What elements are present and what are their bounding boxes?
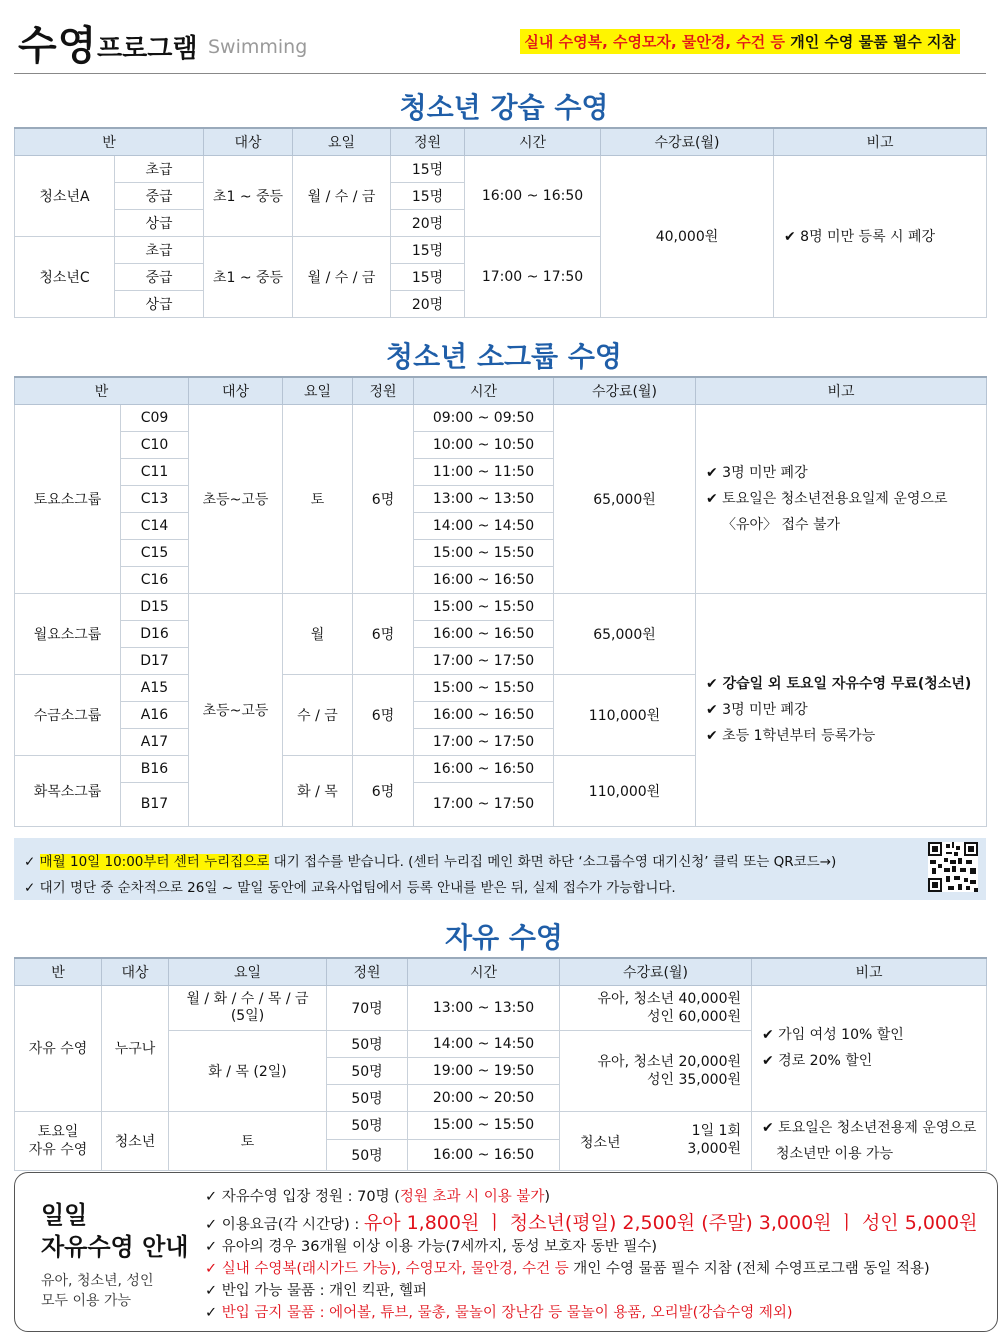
fee-detail — [687, 1122, 741, 1158]
waitlist-note — [14, 838, 986, 900]
time: 20:00 ~ 20:50 — [408, 1084, 560, 1111]
time: 10:00 ~ 10:50 — [414, 431, 554, 458]
time: 14:00 ~ 14:50 — [408, 1030, 560, 1057]
capacity: 15명 — [391, 155, 465, 182]
class-code: A17 — [121, 728, 189, 755]
daily-subtitle-line: 유아, 청소년, 성인 — [41, 1273, 154, 1289]
qr-code-graphic — [928, 842, 978, 892]
class-name: 자유 수영 — [15, 985, 102, 1111]
daily-line-fee — [205, 1208, 977, 1235]
daily-free-swim-box — [14, 1172, 998, 1332]
capacity: 50명 — [327, 1111, 408, 1139]
days: 수 / 금 — [283, 674, 353, 755]
col-days: 요일 — [169, 958, 327, 985]
note-line: ✔ 토요일은 청소년전용제 운영으로 — [762, 1119, 977, 1136]
capacity: 50명 — [327, 1030, 408, 1057]
fee: 40,000원 — [601, 155, 774, 317]
fee-line: 유아, 청소년 20,000원 — [597, 1053, 741, 1070]
class-name: 토요소그룹 — [15, 404, 121, 593]
fee-line: 유아, 청소년 40,000원 — [597, 990, 741, 1007]
col-days: 요일 — [293, 128, 391, 155]
time: 15:00 ~ 15:50 — [414, 593, 554, 620]
daily-subtitle-line: 모두 이용 가능 — [41, 1293, 132, 1309]
time: 17:00 ~ 17:50 — [414, 782, 554, 826]
class-name-line: 토요일 — [37, 1123, 79, 1140]
class-name: 월요소그룹 — [15, 593, 121, 674]
col-days: 요일 — [283, 377, 353, 404]
class-name: 수금소그룹 — [15, 674, 121, 755]
waitlist-text: 대기 접수를 받습니다. (센터 누리집 메인 화면 하단 ‘소그룹수영 대기신청’ 클릭 또는 QR코드→) — [269, 854, 837, 870]
time: 13:00 ~ 13:50 — [408, 985, 560, 1030]
time: 16:00 ~ 16:50 — [414, 566, 554, 593]
days-count: (5일) — [230, 1007, 265, 1024]
time: 14:00 ~ 14:50 — [414, 512, 554, 539]
capacity: 20명 — [391, 290, 465, 317]
note-line: ✔ 초등 1학년부터 등록가능 — [706, 727, 876, 744]
note — [752, 1111, 987, 1170]
time: 09:00 ~ 09:50 — [414, 404, 554, 431]
days: 월 / 수 / 금 — [293, 236, 391, 317]
class-code: C10 — [121, 431, 189, 458]
note — [696, 593, 987, 826]
col-fee: 수강료(월) — [554, 377, 696, 404]
class-code: C16 — [121, 566, 189, 593]
page-header — [0, 0, 1008, 80]
col-capacity: 정원 — [391, 128, 465, 155]
fee-line: 성인 35,000원 — [646, 1071, 741, 1088]
daily-title-line: 자유수영 안내 — [41, 1233, 189, 1261]
class-code: A15 — [121, 674, 189, 701]
page-title-english: Swimming — [208, 36, 308, 58]
fee-label: 청소년 — [580, 1134, 621, 1151]
time: 16:00 ~ 16:50 — [414, 620, 554, 647]
time: 15:00 ~ 15:50 — [408, 1111, 560, 1139]
col-note: 비고 — [696, 377, 987, 404]
free-swim-table — [14, 957, 987, 1171]
notice-rest: 개인 수영 물품 필수 지참 — [784, 33, 956, 51]
capacity: 50명 — [327, 1057, 408, 1084]
note-line: ✔ 강습일 외 토요일 자유수영 무료(청소년) — [706, 675, 972, 692]
lesson-section-title: 청소년 강습 수영 — [399, 91, 609, 124]
daily-title — [41, 1199, 188, 1263]
fee-line: 3,000원 — [687, 1140, 741, 1157]
note — [752, 985, 987, 1111]
capacity: 20명 — [391, 209, 465, 236]
days: 토 — [169, 1111, 327, 1170]
target: 초1 ~ 중등 — [204, 236, 293, 317]
time: 16:00 ~ 16:50 — [408, 1139, 560, 1170]
daily-line-items — [205, 1257, 930, 1278]
capacity: 6명 — [353, 404, 414, 593]
daily-line-infant: ✓ 유아의 경우 36개월 이상 이용 가능(7세까지, 동성 보호자 동반 필수) — [205, 1239, 658, 1255]
capacity: 15명 — [391, 236, 465, 263]
qr-code-icon[interactable] — [928, 842, 978, 892]
fee: 65,000원 — [554, 593, 696, 674]
col-fee: 수강료(월) — [601, 128, 774, 155]
fee-line: 성인 60,000원 — [646, 1008, 741, 1025]
time: 16:00 ~ 16:50 — [465, 155, 601, 236]
capacity: 15명 — [391, 263, 465, 290]
class-code: B16 — [121, 755, 189, 782]
line-text: ✓ — [205, 1305, 222, 1321]
header-divider — [14, 73, 986, 74]
target: 초등~고등 — [189, 593, 283, 826]
col-time: 시간 — [465, 128, 601, 155]
class-name — [15, 1111, 102, 1170]
note-line: ✔ 경로 20% 할인 — [762, 1053, 873, 1069]
col-note: 비고 — [774, 128, 987, 155]
class-code: D17 — [121, 647, 189, 674]
class-code: D16 — [121, 620, 189, 647]
col-target: 대상 — [204, 128, 293, 155]
capacity: 70명 — [327, 985, 408, 1030]
capacity: 6명 — [353, 593, 414, 674]
level: 초급 — [115, 236, 204, 263]
days: 토 — [283, 404, 353, 593]
class-code: A16 — [121, 701, 189, 728]
col-target: 대상 — [102, 958, 169, 985]
time: 17:00 ~ 17:50 — [414, 728, 554, 755]
fee: 65,000원 — [554, 404, 696, 593]
class-code: C09 — [121, 404, 189, 431]
waitlist-line-2: ✓ 대기 명단 중 순차적으로 26일 ~ 말일 동안에 교육사업팀에서 등록 안내를 받은 뒤, 실제 접수가 가능합니다. — [24, 880, 676, 896]
time: 17:00 ~ 17:50 — [414, 647, 554, 674]
fee — [560, 1030, 752, 1111]
capacity: 50명 — [327, 1084, 408, 1111]
class-code: D15 — [121, 593, 189, 620]
waitlist-highlight: 매월 10일 10:00부터 센터 누리집으로 — [39, 854, 270, 870]
note-line: 〈유아〉 접수 불가 — [722, 516, 841, 533]
fee-line: 1일 1회 — [691, 1122, 741, 1139]
time: 19:00 ~ 19:50 — [408, 1057, 560, 1084]
days: 월 / 수 / 금 — [293, 155, 391, 236]
daily-line-allowed: ✓ 반입 가능 물품 : 개인 킥판, 헬퍼 — [205, 1283, 427, 1299]
fee: 110,000원 — [554, 674, 696, 755]
daily-subtitle — [41, 1271, 153, 1311]
note-line: ✔ 3명 미만 폐강 — [706, 464, 808, 481]
note-line: 청소년만 이용 가능 — [776, 1145, 894, 1162]
time: 15:00 ~ 15:50 — [414, 539, 554, 566]
col-capacity: 정원 — [353, 377, 414, 404]
note — [696, 404, 987, 593]
col-class: 반 — [15, 128, 204, 155]
target: 청소년 — [102, 1111, 169, 1170]
required-items-notice — [520, 29, 960, 54]
days: 화 / 목 (2일) — [169, 1030, 327, 1111]
col-note: 비고 — [752, 958, 987, 985]
class-name: 청소년A — [15, 155, 115, 236]
page-title: 수영 — [18, 23, 98, 69]
days: 화 / 목 — [283, 755, 353, 826]
fee: 110,000원 — [554, 755, 696, 826]
line-text: 개인 수영 물품 필수 지참 (전체 수영프로그램 동일 적용) — [568, 1261, 930, 1277]
level: 상급 — [115, 290, 204, 317]
fee — [560, 985, 752, 1030]
time: 11:00 ~ 11:50 — [414, 458, 554, 485]
daily-line-prohibited — [205, 1301, 793, 1322]
col-fee: 수강료(월) — [560, 958, 752, 985]
line-text: ) — [544, 1189, 551, 1205]
line-text-red: 유아 1,800원 ㅣ 청소년(평일) 2,500원 (주말) 3,000원 ㅣ 성인 5,000원 — [363, 1212, 978, 1234]
line-text: ✓ 자유수영 입장 정원 : 70명 ( — [205, 1189, 400, 1205]
lesson-table — [14, 127, 987, 318]
class-code: C13 — [121, 485, 189, 512]
class-code: C11 — [121, 458, 189, 485]
class-name-line: 자유 수영 — [28, 1141, 88, 1158]
col-class: 반 — [15, 377, 189, 404]
class-code: C15 — [121, 539, 189, 566]
line-text-red: 반입 금지 물품 : 에어볼, 튜브, 물총, 물놀이 장난감 등 물놀이 용품, 오리발(강습수영 제외) — [221, 1305, 793, 1321]
target: 누구나 — [102, 985, 169, 1111]
time: 17:00 ~ 17:50 — [465, 236, 601, 317]
level: 중급 — [115, 263, 204, 290]
class-name: 청소년C — [15, 236, 115, 317]
col-time: 시간 — [414, 377, 554, 404]
col-time: 시간 — [408, 958, 560, 985]
days-line: 월 / 화 / 수 / 목 / 금 — [186, 990, 309, 1007]
check-icon: ✓ — [24, 854, 36, 870]
small-group-table — [14, 376, 987, 827]
level: 중급 — [115, 182, 204, 209]
daily-title-line: 일일 — [41, 1201, 88, 1229]
class-code: B17 — [121, 782, 189, 826]
target: 초1 ~ 중등 — [204, 155, 293, 236]
daily-line-capacity — [205, 1185, 550, 1206]
capacity: 6명 — [353, 755, 414, 826]
time: 16:00 ~ 16:50 — [414, 755, 554, 782]
capacity: 50명 — [327, 1139, 408, 1170]
time: 15:00 ~ 15:50 — [414, 674, 554, 701]
note-line: ✔ 3명 미만 폐강 — [706, 701, 808, 718]
free-swim-section-title: 자유 수영 — [445, 921, 563, 954]
line-text-red: ✓ 실내 수영복(래시가드 가능), 수영모자, 물안경, 수건 등 — [205, 1261, 569, 1277]
class-name: 화목소그룹 — [15, 755, 121, 826]
line-text-red: 정원 초과 시 이용 불가 — [399, 1189, 545, 1205]
waitlist-line-1 — [24, 850, 836, 870]
page-subtitle: 프로그램 — [97, 34, 198, 64]
col-target: 대상 — [189, 377, 283, 404]
col-class: 반 — [15, 958, 102, 985]
notice-red: 실내 수영복, 수영모자, 물안경, 수건 등 — [524, 33, 785, 51]
time: 13:00 ~ 13:50 — [414, 485, 554, 512]
fee — [560, 1111, 752, 1170]
small-group-section-title: 청소년 소그룹 수영 — [386, 340, 622, 373]
capacity: 15명 — [391, 182, 465, 209]
note: ✔ 8명 미만 등록 시 폐강 — [774, 155, 987, 317]
days: 월 — [283, 593, 353, 674]
capacity: 6명 — [353, 674, 414, 755]
class-code: C14 — [121, 512, 189, 539]
col-capacity: 정원 — [327, 958, 408, 985]
line-text: ✓ 이용요금(각 시간당) : — [205, 1217, 364, 1233]
target: 초등~고등 — [189, 404, 283, 593]
time: 16:00 ~ 16:50 — [414, 701, 554, 728]
days — [169, 985, 327, 1030]
level: 초급 — [115, 155, 204, 182]
note-line: ✔ 토요일은 청소년전용요일제 운영으로 — [706, 490, 948, 507]
level: 상급 — [115, 209, 204, 236]
note-line: ✔ 가임 여성 10% 할인 — [762, 1027, 904, 1043]
